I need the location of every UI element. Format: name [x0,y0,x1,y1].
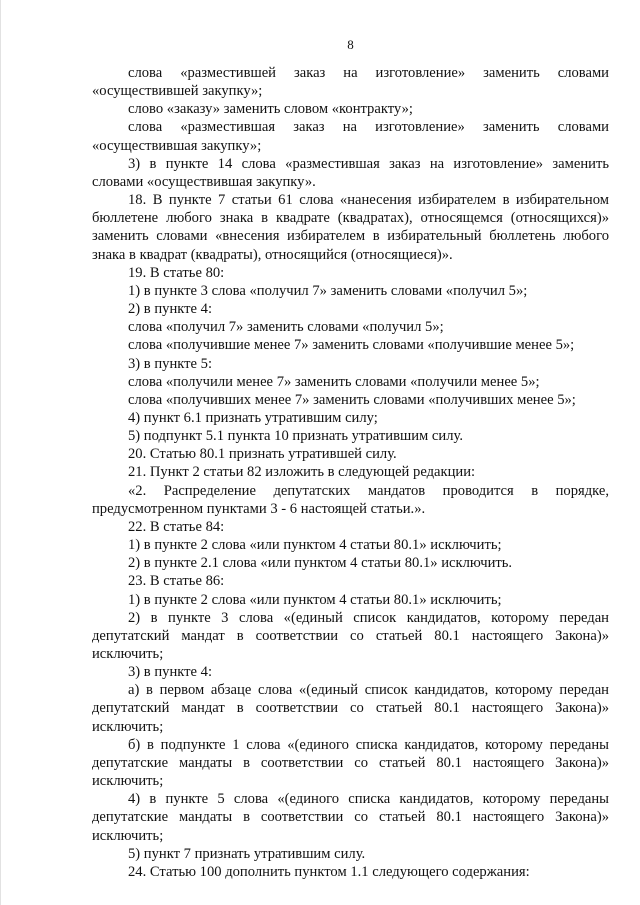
paragraph: слова «разместившая заказ на изготовление» заменить словами «осуществившая закупку»; [92,119,609,154]
paragraph: 18. В пункте 7 статьи 61 слова «нанесения избирателем в избирательном бюллетене любого знака в квадрате (квадратах), относящемся (относящихся)» заменить словами «внесения избирателем в избирательный бюллетень любого знака в квадрат (квадраты), относящийся (относящиеся)». [92,192,609,263]
paragraph: слова «получили менее 7» заменить словами «получили менее 5»; [128,373,540,390]
paragraph: 24. Статью 100 дополнить пунктом 1.1 следующего содержания: [128,863,530,880]
paragraph: слова «получил 7» заменить словами «получил 5»; [128,319,444,336]
paragraph: 20. Статью 80.1 признать утратившей силу. [128,446,397,463]
paragraph: 3) в пункте 14 слова «разместившая заказ на изготовление» заменить словами «осуществившая закупку». [92,155,609,190]
paragraph: 19. В статье 80: [128,264,225,281]
paragraph: 1) в пункте 2 слова «или пунктом 4 статьи 80.1» исключить; [128,591,502,608]
paragraph: 2) в пункте 3 слова «(единый список кандидатов, которому передан депутатский мандат в соответствии со статьей 80.1 настоящего Закона)» исключить; [92,609,609,662]
page-number: 8 [347,37,354,52]
paragraph: а) в первом абзаце слова «(единый список кандидатов, которому передан депутатский мандат в соответствии со статьей 80.1 настоящего Закона)» исключить; [92,682,609,735]
paragraph: 5) подпункт 5.1 пункта 10 признать утратившим силу. [128,428,463,445]
paragraph: слова «получивших менее 7» заменить словами «получивших менее 5»; [128,391,576,408]
paragraph: 1) в пункте 2 слова «или пунктом 4 статьи 80.1» исключить; [128,537,502,554]
paragraph: 3) в пункте 4: [128,664,213,681]
paragraph: слово «заказу» заменить словом «контракту»; [128,101,413,118]
paragraph: 5) пункт 7 признать утратившим силу. [128,845,366,862]
paragraph: 23. В статье 86: [128,573,225,590]
paragraph: 4) пункт 6.1 признать утратившим силу; [128,409,378,426]
paragraph: 4) в пункте 5 слова «(единого списка кандидатов, которому переданы депутатские мандаты в соответствии со статьей 80.1 настоящего Закона)» исключить; [92,791,609,844]
paragraph: б) в подпункте 1 слова «(единого списка кандидатов, которому переданы депутатские мандаты в соответствии со статьей 80.1 настоящего Закона)» исключить; [92,736,609,790]
paragraph: слова «разместившей заказ на изготовление» заменить словами «осуществившей закупку»; [92,65,609,100]
paragraph: «2. Распределение депутатских мандатов проводится в порядке, предусмотренном пунктами 3 - 6 настоящей статьи.». [92,482,609,517]
paragraph: 2) в пункте 4: [128,301,213,318]
document-body [92,64,609,881]
paragraph: 2) в пункте 2.1 слова «или пунктом 4 статьи 80.1» исключить. [128,555,513,572]
paragraph: 3) в пункте 5: [128,355,213,372]
paragraph: 22. В статье 84: [128,518,225,535]
paragraph: 21. Пункт 2 статьи 82 изложить в следующей редакции: [128,464,476,481]
paragraph: 1) в пункте 3 слова «получил 7» заменить словами «получил 5»; [128,282,528,299]
paragraph: слова «получившие менее 7» заменить словами «получившие менее 5»; [128,337,575,354]
